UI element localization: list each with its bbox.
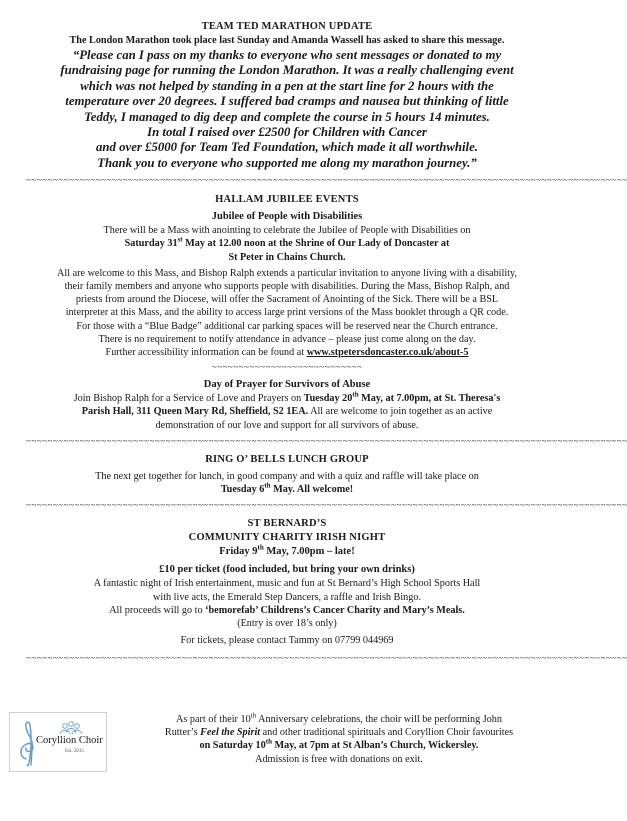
jubilee-para-line: For those with a “Blue Badge” additional car parking spaces will be reserved near the Church entrance. bbox=[76, 320, 498, 332]
prayer-line: demonstration of our love and support for all survivors of abuse. bbox=[155, 419, 419, 431]
ring-day: Tuesday 6 bbox=[220, 484, 265, 496]
jubilee-subtitle: Jubilee of People with Disabilities bbox=[211, 211, 363, 223]
logo-est: Est. 2015 bbox=[65, 749, 84, 754]
about-link[interactable]: www.stpetersdoncaster.co.uk/about-5 bbox=[306, 347, 469, 359]
coryllion-logo bbox=[9, 712, 107, 772]
quote-line: fundraising page for running the London Marathon. It was a really challenging event bbox=[60, 63, 514, 78]
prayer-title: Day of Prayer for Survivors of Abuse bbox=[203, 379, 371, 391]
jubilee-date-rest: May at 12.00 noon at the Shrine of Our Lady of Doncaster at bbox=[182, 238, 450, 250]
newsletter-page bbox=[26, 20, 627, 664]
bernard-time: May, 7.00pm – late! bbox=[263, 546, 355, 558]
prayer-text: Join Bishop Ralph for a Service of Love and Prayers on bbox=[73, 393, 304, 405]
prayer-line bbox=[26, 405, 548, 418]
ring-title: RING O’ BELLS LUNCH GROUP bbox=[205, 453, 369, 465]
short-divider: ~~~~~~~~~~~~~~~~~~~~~~~~~~~~ bbox=[211, 362, 363, 373]
ring-line: The next get together for lunch, in good company and with a quiz and raffle will take place on bbox=[95, 470, 479, 482]
quote-line: In total I raised over £2500 for Children with Cancer bbox=[147, 125, 427, 140]
choir-line: Admission is free with donations on exit. bbox=[255, 753, 423, 765]
bernard-section bbox=[26, 517, 548, 647]
quote-line: which was not helped by standing in a pen at the start line for 2 hours with the bbox=[80, 78, 494, 93]
prayer-address: Parish Hall, 311 Queen Mary Rd, Sheffield, S2 1EA. bbox=[81, 406, 309, 418]
jubilee-para-line: There is no requirement to notify attendance in advance – please just come along on the day. bbox=[98, 333, 476, 345]
bernard-title: COMMUNITY CHARITY IRISH NIGHT bbox=[188, 532, 386, 544]
quote-line: Teddy, I managed to dig deep and complete the course in 5 hours 14 minutes. bbox=[84, 109, 490, 124]
jubilee-para-line: their family members and anyone who supports people with disabilities. During the Mass, Bishop Ralph, and bbox=[64, 281, 510, 293]
bernard-line: (Entry is over 18’s only) bbox=[237, 617, 337, 629]
choir-text: and other traditional spirituals and Coryllion Choir favourites bbox=[260, 727, 514, 739]
ordinal: th bbox=[257, 543, 264, 552]
prayer-text: All are welcome to join together as an active bbox=[308, 406, 493, 418]
marathon-title: TEAM TED MARATHON UPDATE bbox=[201, 21, 373, 32]
access-text: Further accessibility information can be found at bbox=[105, 347, 307, 359]
prayer-date: Tuesday 20 bbox=[303, 393, 353, 405]
ordinal: th bbox=[265, 738, 272, 747]
quote-line: Thank you to everyone who supported me along my marathon journey.” bbox=[97, 155, 477, 170]
prayer-venue: May, at 7.00pm, at St. Theresa's bbox=[358, 393, 501, 405]
marathon-intro: The London Marathon took place last Sunday and Amanda Wassell has asked to share this message. bbox=[69, 35, 505, 46]
choir-line bbox=[150, 713, 528, 726]
choir-venue: May, at 7pm at St Alban’s Church, Wickersley. bbox=[271, 740, 479, 752]
bernard-charity: ‘bemorefab’ Childrens’s Cancer Charity and Mary’s Meals. bbox=[205, 604, 465, 616]
ordinal: st bbox=[177, 236, 183, 245]
marathon-section bbox=[26, 20, 548, 171]
prayer-section bbox=[26, 378, 548, 432]
jubilee-date-day: Saturday 31 bbox=[124, 238, 178, 250]
bernard-line bbox=[26, 604, 548, 617]
ring-section bbox=[26, 453, 548, 496]
prayer-line bbox=[26, 392, 548, 405]
choir-date bbox=[150, 739, 528, 752]
logo-name: Coryllion Choir bbox=[36, 735, 103, 746]
bernard-ticket: £10 per ticket (food included, but bring your own drinks) bbox=[159, 564, 415, 576]
ordinal: th bbox=[264, 481, 271, 490]
choir-text: Anniversary celebrations, the choir will be performing John bbox=[256, 714, 502, 725]
section-divider: ~~~~~~~~~~~~~~~~~~~~~~~~~~~~~~~~~~~~~~~~~~~~~~~~~~~~~~~~~~~~~~~~~~~~~~~~~~~~~~~~~~~~~~~~~~~~~~~~~~~~~~~~~~~~~~~~ bbox=[26, 500, 627, 511]
jubilee-para-line: All are welcome to this Mass, and Bishop Ralph extends a particular invitation to anyone living with a disability, bbox=[57, 267, 517, 279]
quote-line: temperature over 20 degrees. I suffered bad cramps and nausea but thinking of little bbox=[65, 94, 509, 109]
jubilee-date bbox=[26, 237, 548, 250]
bernard-title: ST BERNARD’S bbox=[247, 518, 327, 530]
ring-rest: May. All welcome! bbox=[270, 484, 354, 496]
bernard-date bbox=[26, 545, 548, 559]
marathon-quote bbox=[26, 48, 548, 171]
choir-text: As part of their 10 bbox=[175, 714, 251, 725]
section-divider: ~~~~~~~~~~~~~~~~~~~~~~~~~~~~~~~~~~~~~~~~~~~~~~~~~~~~~~~~~~~~~~~~~~~~~~~~~~~~~~~~~~~~~~~~~~~~~~~~~~~~~~~~~~~~~~~~ bbox=[26, 435, 627, 446]
jubilee-para-line: priests from around the Diocese, will offer the Sacrament of Anointing of the Sick. There will be a BSL bbox=[75, 294, 499, 306]
choir-day: on Saturday 10 bbox=[199, 740, 266, 752]
section-divider: ~~~~~~~~~~~~~~~~~~~~~~~~~~~~~~~~~~~~~~~~~~~~~~~~~~~~~~~~~~~~~~~~~~~~~~~~~~~~~~~~~~~~~~~~~~~~~~~~~~~~~~~~~~~~~~~~ bbox=[26, 175, 627, 186]
bernard-day: Friday 9 bbox=[219, 546, 258, 558]
jubilee-section bbox=[26, 193, 548, 359]
bernard-line: A fantastic night of Irish entertainment, music and fun at St Bernard’s High School Sports Hall bbox=[93, 578, 481, 590]
quote-line: “Please can I pass on my thanks to everyone who sent messages or donated to my bbox=[72, 48, 502, 62]
choir-piece: Feel the Spirit bbox=[200, 727, 261, 739]
choir-text: Rutter’s bbox=[164, 727, 201, 739]
jubilee-line: There will be a Mass with anointing to celebrate the Jubilee of People with Disabilities on bbox=[103, 225, 471, 237]
jubilee-title: HALLAM JUBILEE EVENTS bbox=[215, 194, 359, 206]
jubilee-para-line: interpreter at this Mass, and the ability to access large print versions of the Mass booklet through a QR code. bbox=[65, 307, 509, 319]
section-divider: ~~~~~~~~~~~~~~~~~~~~~~~~~~~~~~~~~~~~~~~~~~~~~~~~~~~~~~~~~~~~~~~~~~~~~~~~~~~~~~~~~~~~~~~~~~~~~~~~~~~~~~~~~~~~~~~~ bbox=[26, 653, 627, 664]
bernard-text: All proceeds will go to bbox=[109, 604, 206, 616]
jubilee-access bbox=[26, 346, 548, 359]
ring-date bbox=[26, 483, 548, 496]
choir-section bbox=[150, 713, 528, 766]
bernard-contact: For tickets, please contact Tammy on 07799 044969 bbox=[180, 635, 394, 647]
bernard-line: with live acts, the Emerald Step Dancers, a raffle and Irish Bingo. bbox=[153, 591, 421, 603]
jubilee-venue: St Peter in Chains Church. bbox=[228, 251, 346, 263]
ordinal: th bbox=[250, 711, 257, 720]
ordinal: th bbox=[352, 390, 359, 399]
quote-line: and over £5000 for Team Ted Foundation, which made it all worthwhile. bbox=[96, 140, 478, 155]
choir-line bbox=[150, 726, 528, 739]
